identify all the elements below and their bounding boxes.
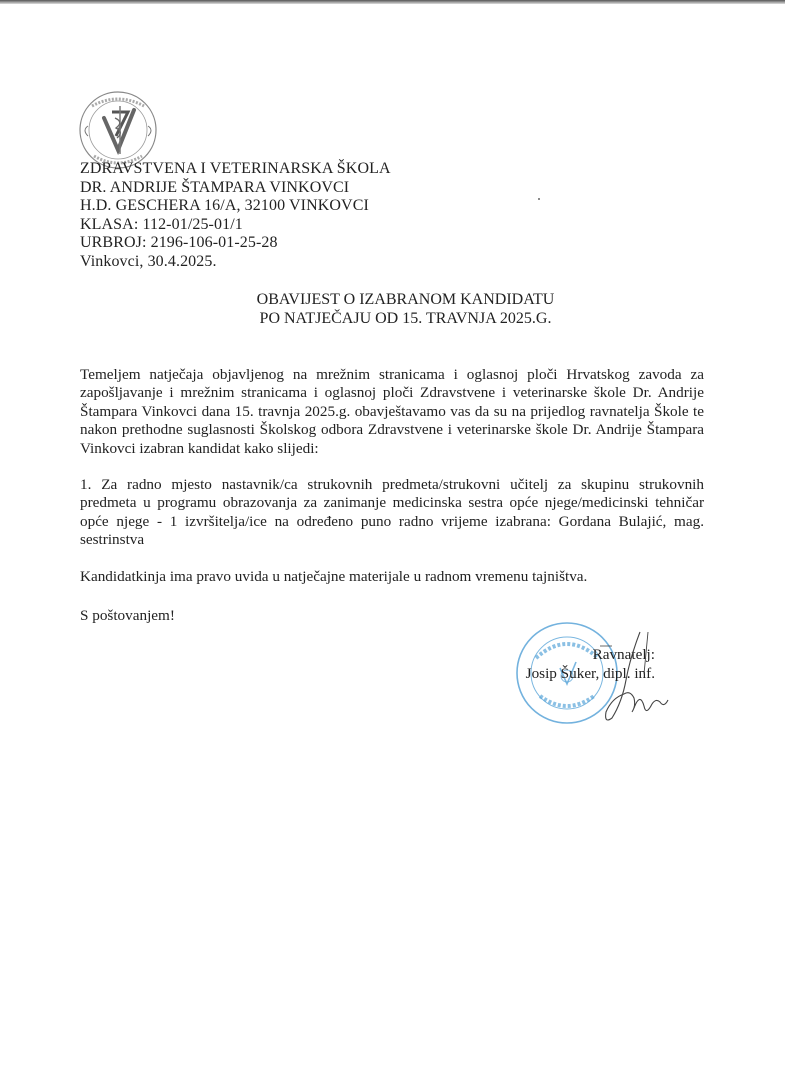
intro-paragraph: Temeljem natječaja objavljenog na mrežnim stranicama i oglasnoj ploči Hrvatskog zavoda za zapošljavanje i mrežnim stranicama i oglasnoj ploči Zdravstvene i veterinarske škole Dr. Andrije Štampara Vinkovci dana 15. travnja 2025.g. obavještavamo vas da su na prijedlog ravnatelja Škole te nakon prethodne suglasnosti Školskog odbora Zdravstvene i veterinarske škole Dr. Andrije Štampara Vinkovci izabran kandidat kako slijedi:: [80, 366, 704, 457]
handwritten-signature: [560, 628, 670, 728]
place-date: Vinkovci, 30.4.2025.: [80, 252, 217, 270]
selection-paragraph: 1. Za radno mjesto nastavnik/ca strukovnih predmeta/strukovni učitelj za skupinu strukovnih predmeta u programu obrazovanja za zanimanje medicinska sestra opće njege/medicinski tehničar opće njege - 1 izvršitelja/ice na određeno puno radno vrijeme izabrana: Gordana Bulajić, mag. sestrinstva: [80, 476, 704, 549]
title-line-2: PO NATJEČAJU OD 15. TRAVNJA 2025.G.: [259, 310, 552, 327]
signatory-role: Ravnatelj:: [592, 646, 655, 663]
school-name-line2: DR. ANDRIJE ŠTAMPARA VINKOVCI: [80, 178, 350, 196]
scan-edge: [0, 0, 785, 4]
review-rights-paragraph: Kandidatkinja ima pravo uvida u natječajne materijale u radnom vremenu tajništva.: [80, 568, 588, 585]
closing-salutation: S poštovanjem!: [80, 607, 175, 624]
urbroj-number: URBROJ: 2196-106-01-25-28: [80, 234, 278, 252]
school-header: [80, 160, 391, 272]
signatory-name: Josip Šuker, dipl. inf.: [525, 665, 655, 682]
title-line-1: OBAVIJEST O IZABRANOM KANDIDATU: [256, 291, 555, 308]
scan-speck: [538, 198, 540, 200]
school-name: ZDRAVSTVENA I VETERINARSKA ŠKOLA: [80, 160, 391, 177]
klasa-number: KLASA: 112-01/25-01/1: [80, 215, 243, 233]
document-title: [0, 290, 785, 328]
school-address: H.D. GESCHERA 16/A, 32100 VINKOVCI: [80, 197, 369, 215]
